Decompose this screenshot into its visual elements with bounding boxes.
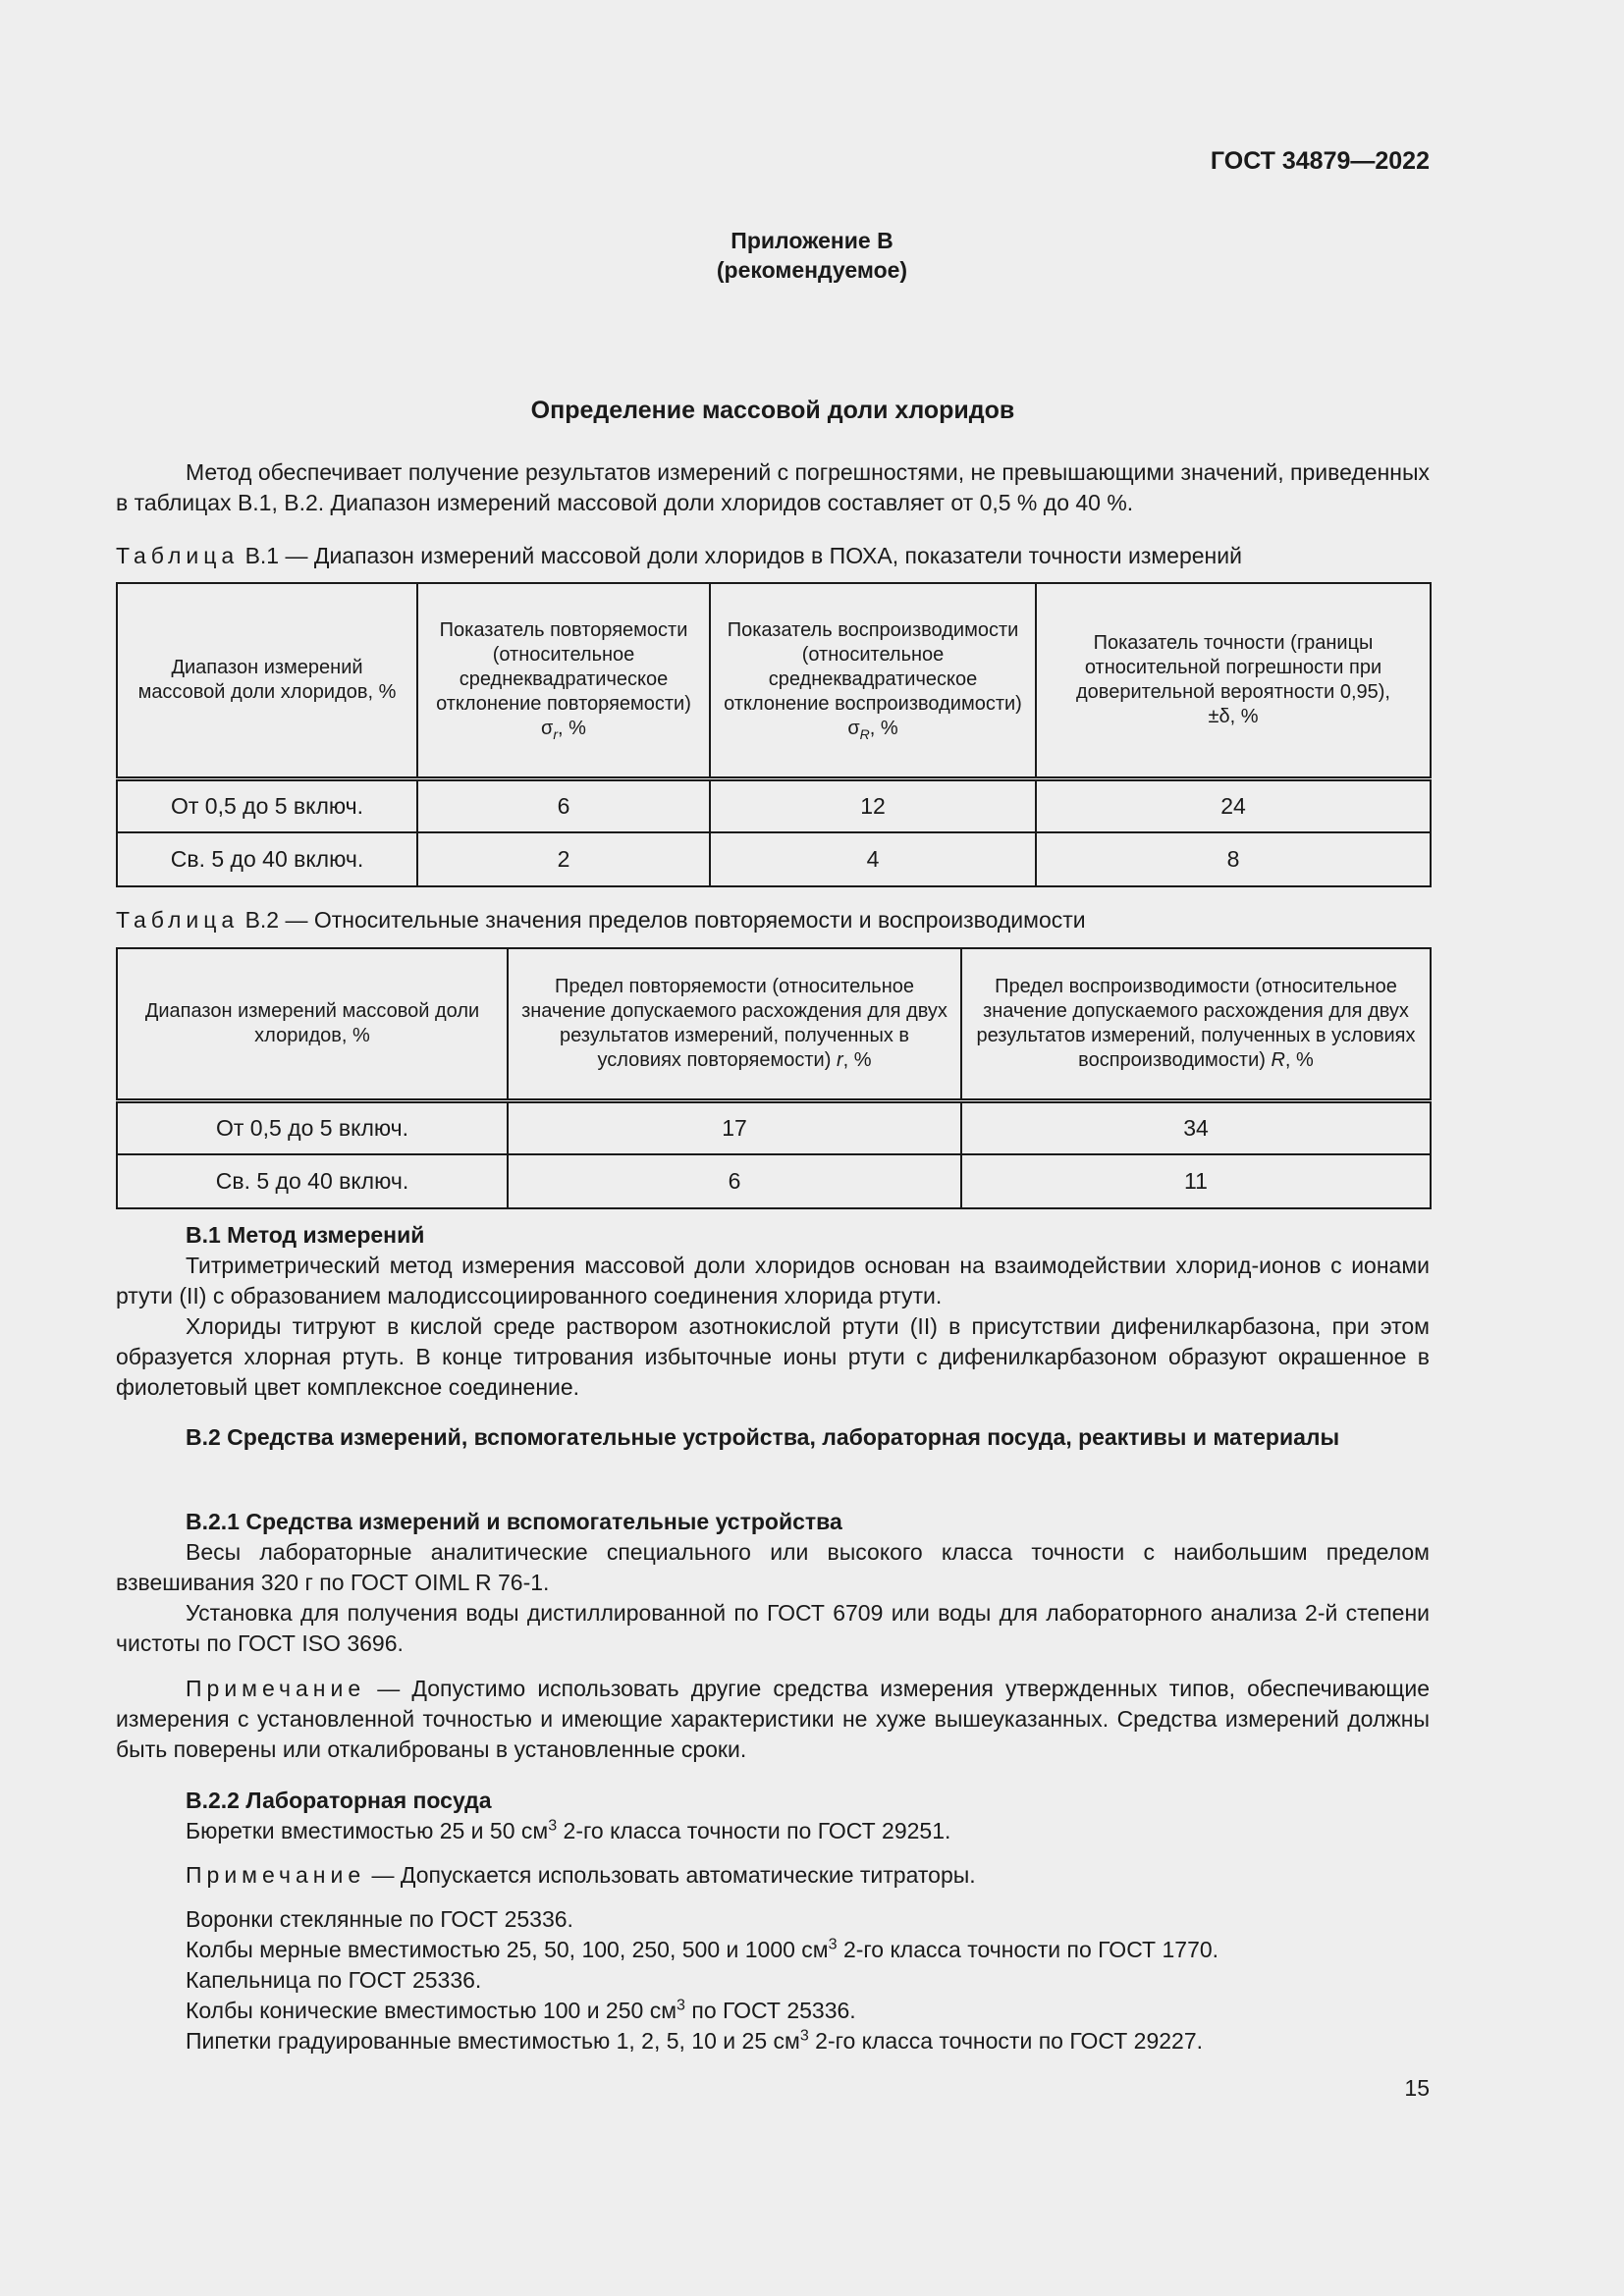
table-cell: 4 [710, 832, 1036, 886]
table-cell: 17 [508, 1100, 961, 1154]
table-header-cell: Предел воспроизводимости (относительное значение допускаемого расхождения для двух результатов измерений, полученных в условиях воспроизводимости) R, % [961, 948, 1431, 1100]
table1-caption-prefix: Таблица [116, 543, 240, 568]
table-header-cell: Показатель повторяемости (относительное среднеквадратическое отклонение повторяемости) $\sigma_r$, % [417, 583, 710, 778]
table-header-cell: Диапазон измерений массовой доли хлоридов, % [117, 948, 508, 1100]
table-row [117, 1154, 1431, 1208]
table-header-row [117, 583, 1431, 778]
section-b2-heading: В.2 Средства измерений, вспомогательные устройства, лабораторная посуда, реактивы и материалы [186, 1424, 1340, 1450]
equipment-item: Капельница по ГОСТ 25336. [186, 1967, 482, 1993]
table-cell: 34 [961, 1100, 1431, 1154]
table-cell: 8 [1036, 832, 1431, 886]
table-row [117, 832, 1431, 886]
table2-caption-text: В.2 — Относительные значения пределов повторяемости и воспроизводимости [239, 907, 1086, 933]
table1-caption-text: В.1 — Диапазон измерений массовой доли хлоридов в ПОХА, показатели точности измерений [239, 543, 1242, 568]
table-cell: Св. 5 до 40 включ. [117, 832, 417, 886]
intro-paragraph: Метод обеспечивает получение результатов измерений с погрешностями, не превышающими значений, приведенных в таблицах В.1, В.2. Диапазон измерений массовой доли хлоридов составляет от 0,5 % до 40 %. [116, 459, 1431, 515]
section-b1-heading: В.1 Метод измерений [186, 1222, 425, 1248]
equipment-item: Колбы конические вместимостью 100 и 250 $см^3$ по ГОСТ 25336. [186, 1996, 856, 2023]
section-b22-heading: В.2.2 Лабораторная посуда [186, 1788, 492, 1813]
equipment-item: Колбы мерные вместимостью 25, 50, 100, 250, 500 и 1000 $см^3$ 2-го класса точности по ГОСТ 1770. [186, 1935, 1219, 1962]
table-cell: 12 [710, 778, 1036, 832]
section-b1 [116, 1220, 1430, 1403]
section-b21-paragraph: Установка для получения воды дистиллированной по ГОСТ 6709 или воды для лабораторного анализа 2-й степени чистоты по ГОСТ ISO 3696. [116, 1600, 1430, 1656]
appendix-title: Приложение В [731, 228, 893, 253]
section-b21-note: Примечание — Допустимо использовать другие средства измерения утвержденных типов, обеспечивающие измерения с установленной точностью и имеющие характеристики не хуже вышеуказанных. Средства измерений должны быть поверены или откалиброваны в установленные сроки. [116, 1676, 1430, 1762]
table-header-cell: Показатель воспроизводимости (относительное среднеквадратическое отклонение воспроизводимости) $\sigma_R$, % [710, 583, 1036, 778]
table-row [117, 1100, 1431, 1154]
section-b1-paragraph: Хлориды титруют в кислой среде раствором азотнокислой ртути (II) в присутствии дифенилкарбазона, при этом образуется хлорная ртуть. В конце титрования избыточные ионы ртути с дифенилкарбазоном образуют окрашенное в фиолетовый цвет комплексное соединение. [116, 1313, 1430, 1400]
table-cell: От 0,5 до 5 включ. [117, 1100, 508, 1154]
table-b1 [116, 582, 1432, 887]
section-b21-heading: В.2.1 Средства измерений и вспомогательные устройства [186, 1509, 842, 1534]
table-header-cell: Диапазон измерений массовой доли хлоридов, % [117, 583, 417, 778]
section-b22-note: Примечание — Допускается использовать автоматические титраторы. [186, 1862, 976, 1888]
table-header-row [117, 948, 1431, 1100]
standard-code: ГОСТ 34879—2022 [1210, 147, 1430, 175]
section-b1-paragraph: Титриметрический метод измерения массовой доли хлоридов основан на взаимодействии хлорид-ионов с ионами ртути (II) с образованием малодиссоциированного соединения хлорида ртути. [116, 1253, 1430, 1308]
appendix-status: (рекомендуемое) [716, 257, 908, 283]
page-number: 15 [1404, 2075, 1430, 2101]
appendix-heading [0, 226, 1624, 285]
section-title: Определение массовой доли хлоридов [530, 397, 1015, 424]
section-b22 [116, 1786, 1430, 2056]
table-header-cell: Показатель точности (границы относительной погрешности при доверительной вероятности 0,95), ±δ, % [1036, 583, 1431, 778]
table-row [117, 778, 1431, 832]
table-header-cell: Предел повторяемости (относительное значение допускаемого расхождения для двух результатов измерений, полученных в условиях повторяемости) r, % [508, 948, 961, 1100]
equipment-item: Пипетки градуированные вместимостью 1, 2, 5, 10 и 25 $см^3$ 2-го класса точности по ГОСТ 29227. [186, 2026, 1204, 2054]
equipment-item: Воронки стеклянные по ГОСТ 25336. [186, 1906, 573, 1932]
table-cell: 6 [417, 778, 710, 832]
table2-caption-prefix: Таблица [116, 907, 240, 933]
section-b22-paragraph: Бюретки вместимостью 25 и 50 $см^3$ 2-го класса точности по ГОСТ 29251. [186, 1816, 951, 1843]
table-cell: 2 [417, 832, 710, 886]
section-b2 [116, 1422, 1430, 1453]
table-b2 [116, 947, 1432, 1209]
table2-caption [116, 905, 1430, 934]
table1-caption [116, 541, 1430, 570]
section-b21-paragraph: Весы лабораторные аналитические специального или высокого класса точности с наибольшим пределом взвешивания 320 г по ГОСТ OIML R 76-1. [116, 1539, 1430, 1595]
table-cell: От 0,5 до 5 включ. [117, 778, 417, 832]
table-cell: Св. 5 до 40 включ. [117, 1154, 508, 1208]
table-cell: 24 [1036, 778, 1431, 832]
section-b21 [116, 1507, 1430, 1765]
intro-paragraph-block [116, 457, 1430, 518]
table-cell: 11 [961, 1154, 1431, 1208]
table-cell: 6 [508, 1154, 961, 1208]
